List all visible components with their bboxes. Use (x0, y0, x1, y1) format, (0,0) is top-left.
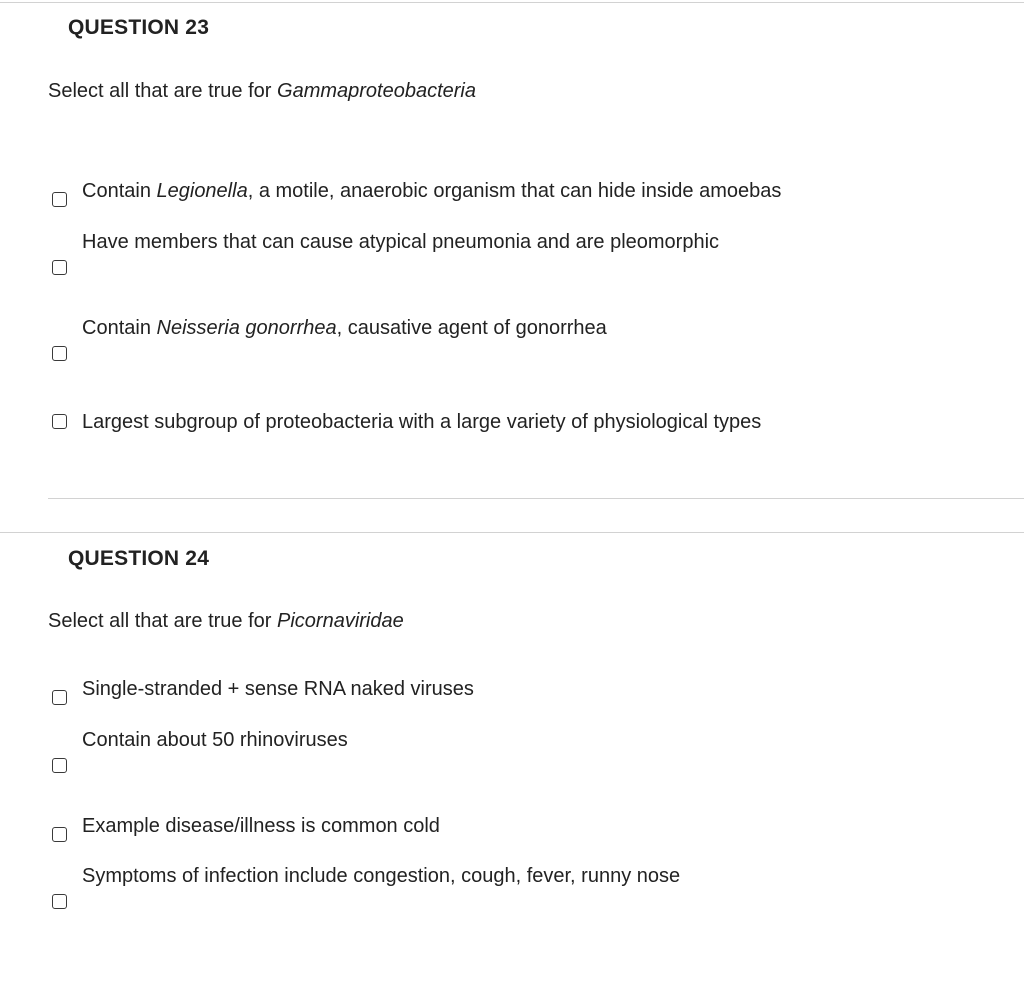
q23-option-3-checkbox[interactable] (52, 346, 67, 361)
q24-option-2-checkbox[interactable] (52, 758, 67, 773)
question-24-prompt-taxon: Picornaviridae (277, 610, 404, 632)
question-24-prompt (48, 610, 404, 633)
question-23-prompt-text: Select all that are true for (48, 80, 278, 102)
q24-option-3-checkbox[interactable] (52, 827, 67, 842)
q23-option-3-text-b: , causative agent of gonorrhea (336, 317, 607, 339)
q23-option-2-label[interactable] (82, 231, 719, 254)
question-23-prompt-taxon: Gammaproteobacteria (277, 80, 476, 102)
top-divider (0, 2, 1024, 3)
q23-option-1-checkbox[interactable] (52, 192, 67, 207)
q23-option-3-label[interactable] (82, 317, 607, 340)
q23-option-2-text: Have members that can cause atypical pneumonia and are pleomorphic (82, 231, 720, 253)
question-23-title: QUESTION 23 (68, 16, 210, 39)
question-separator (0, 532, 1024, 533)
q23-option-1-text-a: Contain (82, 180, 157, 202)
q23-option-4-text: Largest subgroup of proteobacteria with a large variety of physiological types (82, 411, 762, 433)
q24-option-1-checkbox[interactable] (52, 690, 67, 705)
q23-option-4-checkbox[interactable] (52, 414, 67, 429)
q23-option-3-text-italic: Neisseria gonorrhea (156, 317, 337, 339)
q23-option-2-checkbox[interactable] (52, 260, 67, 275)
question-23-prompt (48, 80, 476, 103)
q23-option-3-text-a: Contain (82, 317, 157, 339)
question-23-bottom-divider (48, 498, 1024, 499)
q23-option-4-label[interactable] (82, 411, 761, 434)
q24-option-3-label[interactable]: Example disease/illness is common cold (82, 815, 440, 837)
q24-option-1-label[interactable]: Single-stranded + sense RNA naked viruses (82, 678, 474, 700)
question-24-prompt-text: Select all that are true for (48, 610, 278, 632)
q24-option-4-checkbox[interactable] (52, 894, 67, 909)
q23-option-1-label[interactable] (82, 180, 781, 203)
question-24-title: QUESTION 24 (68, 547, 210, 570)
q23-option-1-text-italic: Legionella (156, 180, 248, 202)
q24-option-2-label[interactable]: Contain about 50 rhinoviruses (82, 729, 348, 751)
q23-option-1-text-b: , a motile, anaerobic organism that can hide inside amoebas (247, 180, 782, 202)
q24-option-4-label[interactable]: Symptoms of infection include congestion, cough, fever, runny nose (82, 865, 681, 887)
